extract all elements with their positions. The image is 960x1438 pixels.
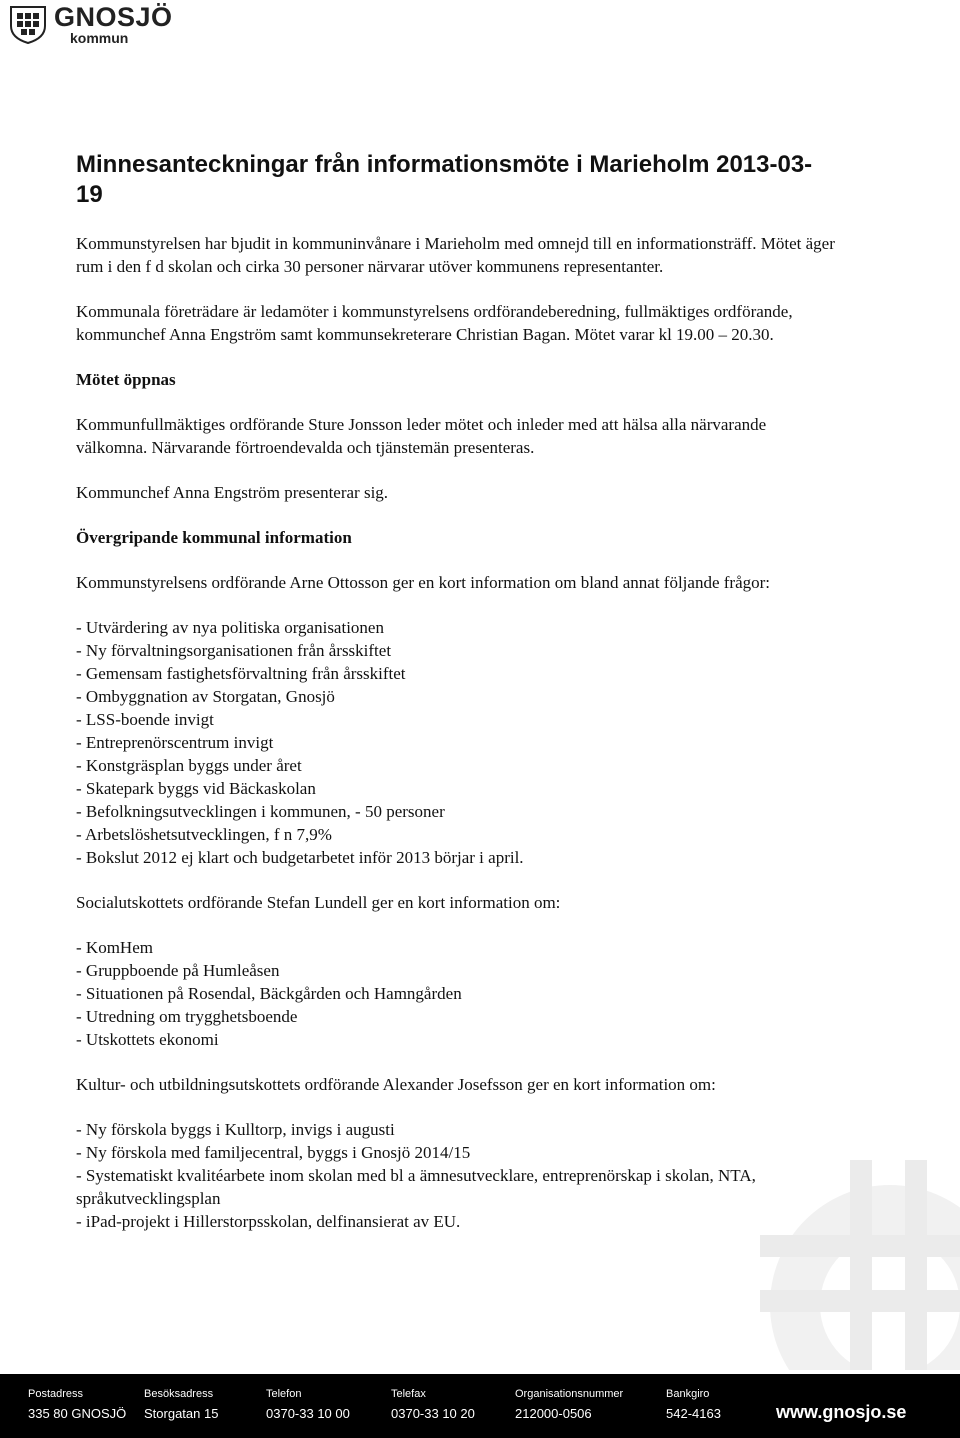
logo-subtitle: kommun (70, 30, 129, 46)
list-item: - Utredning om trygghetsboende (76, 1007, 298, 1026)
presentation-paragraph: Kommunchef Anna Engström presenterar sig. (76, 483, 389, 502)
list-item: - Ny förvaltningsorganisationen från årsskiftet (76, 641, 392, 660)
list-item: - Bokslut 2012 ej klart och budgetarbetet inför 2013 börjar i april. (76, 848, 524, 867)
footer-bar (0, 1374, 960, 1438)
footer-visit-label: Besöksadress (144, 1388, 214, 1400)
footer-phone-value: 0370-33 10 00 (266, 1406, 350, 1421)
culture-topics-list (76, 1118, 836, 1233)
list-item: - Skatepark byggs vid Bäckaskolan (76, 779, 316, 798)
section-heading-opening: Mötet öppnas (76, 370, 176, 389)
opening-paragraph: Kommunfullmäktiges ordförande Sture Jonsson leder mötet och inleder med att hälsa alla närvarande välkomna. Närvarande förtroendevalda och tjänstemän presenteras. (76, 415, 767, 457)
footer-bankgiro-label: Bankgiro (666, 1388, 710, 1400)
social-committee-paragraph: Socialutskottets ordförande Stefan Lundell ger en kort information om: (76, 893, 561, 912)
footer-postal-label: Postadress (28, 1388, 84, 1400)
chairman-paragraph: Kommunstyrelsens ordförande Arne Ottosson ger en kort information om bland annat följande frågor: (76, 573, 770, 592)
municipality-crest-icon (8, 4, 48, 44)
gnosjo-logo (8, 4, 208, 44)
footer-orgnr-label: Organisationsnummer (515, 1388, 624, 1400)
list-item: - Gruppboende på Humleåsen (76, 961, 280, 980)
representatives-paragraph: Kommunala företrädare är ledamöter i kommunstyrelsens ordförandeberedning, fullmäktiges ordförande, kommunchef Anna Engström samt kommunsekreterare Christian Bagan. Mötet varar kl 19.00 – 20.30. (76, 302, 793, 344)
list-item: - Utskottets ekonomi (76, 1030, 219, 1049)
footer-bankgiro-value: 542-4163 (666, 1406, 721, 1421)
footer-fax-label: Telefax (391, 1388, 426, 1400)
footer-fax-value: 0370-33 10 20 (391, 1406, 475, 1421)
list-item: - Arbetslöshetsutvecklingen, f n 7,9% (76, 825, 332, 844)
municipal-topics-list (76, 616, 836, 869)
list-item: - iPad-projekt i Hillerstorpsskolan, delfinansierat av EU. (76, 1212, 461, 1231)
section-heading-information: Övergripande kommunal information (76, 528, 352, 547)
list-item: - Gemensam fastighetsförvaltning från årsskiftet (76, 664, 406, 683)
list-item: - Systematiskt kvalitéarbete inom skolan med bl a ämnesutvecklare, entreprenörskap i skolan, NTA, språkutvecklingsplan (76, 1166, 756, 1208)
list-item: - Befolkningsutvecklingen i kommunen, - 50 personer (76, 802, 445, 821)
list-item: - Konstgräsplan byggs under året (76, 756, 302, 775)
list-item: - Utvärdering av nya politiska organisationen (76, 618, 384, 637)
footer-orgnr-value: 212000-0506 (515, 1406, 592, 1421)
footer-phone-label: Telefon (266, 1388, 302, 1400)
list-item: - LSS-boende invigt (76, 710, 214, 729)
list-item: - Situationen på Rosendal, Bäckgården och Hamngården (76, 984, 462, 1003)
list-item: - KomHem (76, 938, 153, 957)
footer-website-link[interactable]: www.gnosjo.se (776, 1402, 907, 1422)
social-topics-list (76, 936, 836, 1051)
footer-visit-value: Storgatan 15 (144, 1406, 219, 1421)
culture-committee-paragraph: Kultur- och utbildningsutskottets ordförande Alexander Josefsson ger en kort information om: (76, 1075, 716, 1094)
list-item: - Ny förskola med familjecentral, byggs i Gnosjö 2014/15 (76, 1143, 471, 1162)
list-item: - Entreprenörscentrum invigt (76, 733, 274, 752)
footer-postal-value: 335 80 GNOSJÖ (28, 1406, 127, 1421)
list-item: - Ny förskola byggs i Kulltorp, invigs i augusti (76, 1120, 395, 1139)
logo-name: GNOSJÖ (54, 2, 173, 32)
page-title: Minnesanteckningar från informationsmöte i Marieholm 2013-03-19 (76, 151, 813, 208)
list-item: - Ombyggnation av Storgatan, Gnosjö (76, 687, 335, 706)
intro-paragraph: Kommunstyrelsen har bjudit in kommuninvånare i Marieholm med omnejd till en informationsträff. Mötet äger rum i den f d skolan och cirka 30 personer närvarar utöver kommunens representanter. (76, 234, 835, 276)
document-body (76, 150, 836, 1255)
